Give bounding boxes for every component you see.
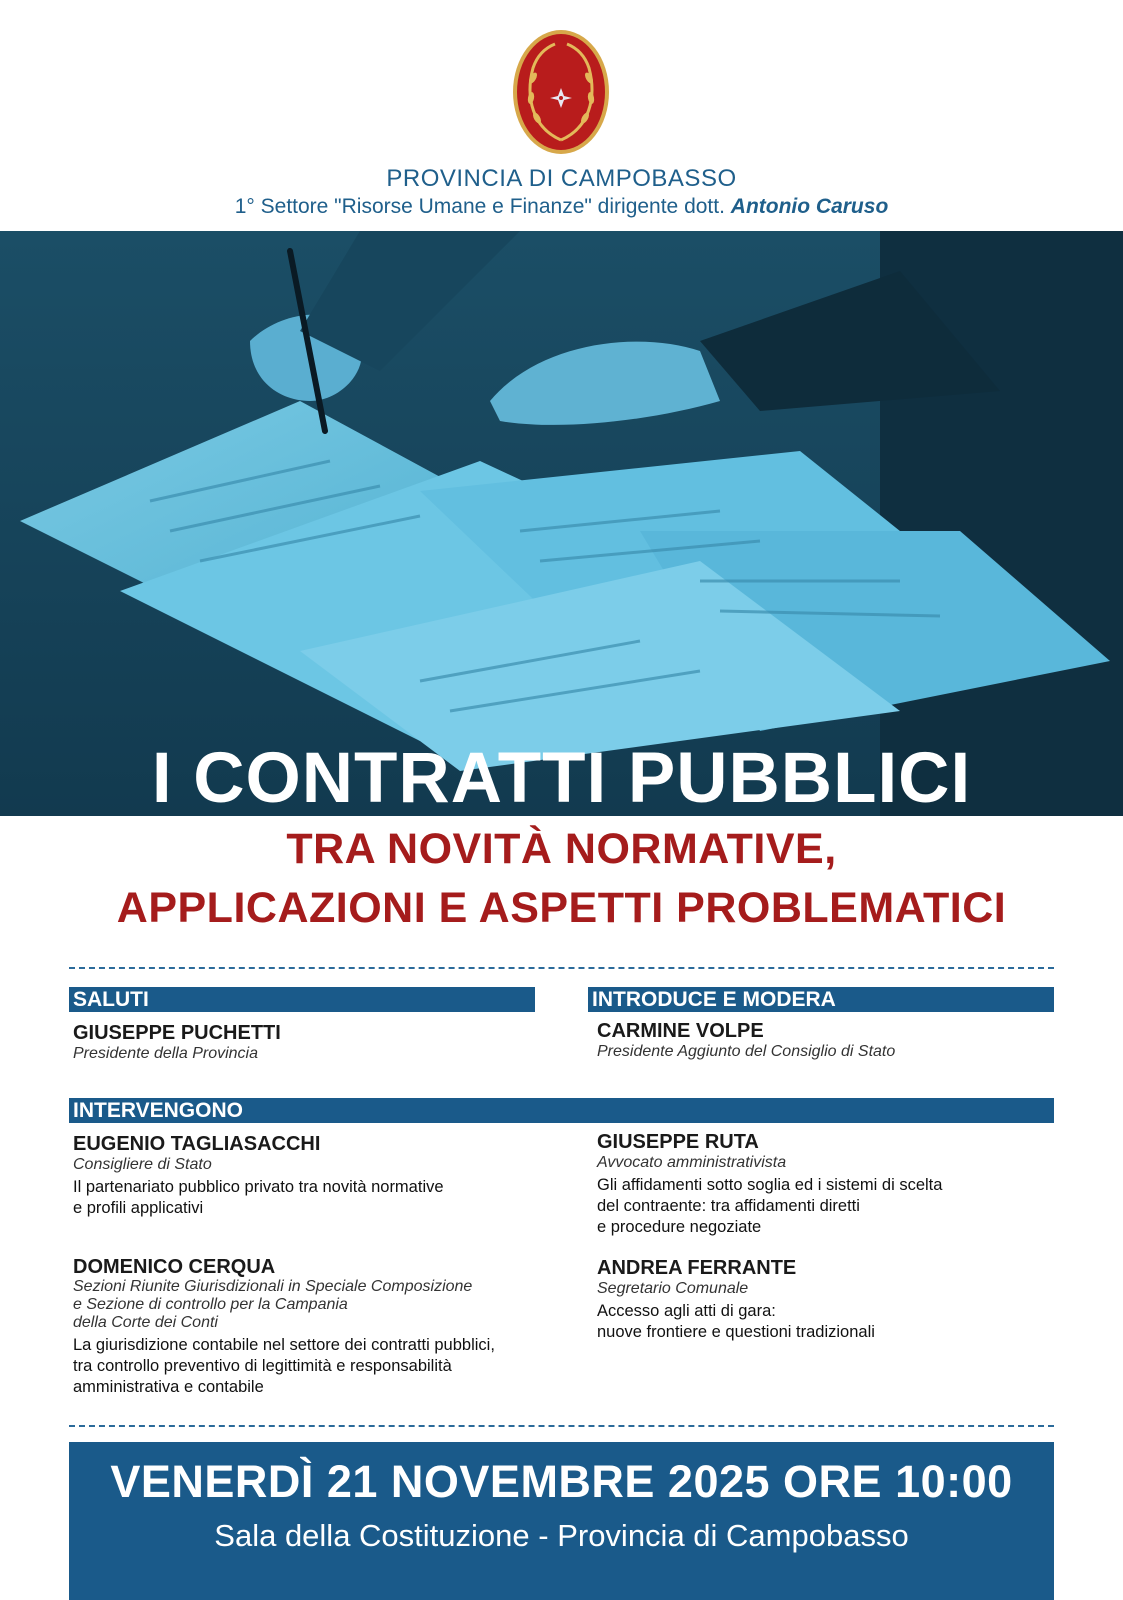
event-subtitle-line2: APPLICAZIONI E ASPETTI PROBLEMATICI <box>116 884 1007 932</box>
organization-title: PROVINCIA DI CAMPOBASSO <box>386 165 737 192</box>
speaker-item <box>597 1257 1052 1343</box>
person-role: Presidente della Provincia <box>73 1045 258 1062</box>
saluti-person <box>73 1022 533 1063</box>
speaker-role: Avvocato amministrativista <box>597 1154 787 1171</box>
event-info-box <box>69 1442 1054 1600</box>
speaker-topic: Gli affidamenti sotto soglia ed i sistemi di scelta del contraente: tra affidamenti diretti e procedure negoziate <box>597 1176 943 1236</box>
divider-bottom <box>69 1425 1054 1427</box>
speaker-topic: La giurisdizione contabile nel settore dei contratti pubblici, tra controllo preventivo di legittimità e responsabilità amministrativa e contabile <box>73 1336 495 1396</box>
speaker-name: DOMENICO CERQUA <box>73 1256 276 1278</box>
speaker-item <box>73 1133 573 1219</box>
hero-photo <box>0 231 1123 816</box>
speaker-topic: Accesso agli atti di gara: nuove frontiere e questioni tradizionali <box>597 1302 875 1341</box>
speaker-role: Sezioni Riunite Giurisdizionali in Speciale Composizione e Sezione di controllo per la Campania della Corte dei Conti <box>73 1278 473 1331</box>
speaker-name: ANDREA FERRANTE <box>597 1257 797 1279</box>
moderator-person <box>597 1020 1052 1061</box>
person-name: GIUSEPPE PUCHETTI <box>73 1022 281 1044</box>
speaker-topic: Il partenariato pubblico privato tra novità normative e profili applicativi <box>73 1178 444 1217</box>
organization-sector <box>0 195 1123 219</box>
event-title: I CONTRATTI PUBBLICI <box>151 739 972 818</box>
section-header-saluti: SALUTI <box>69 987 535 1012</box>
section-header-intervengono: INTERVENGONO <box>69 1098 1054 1123</box>
event-venue: Sala della Costituzione - Provincia di Campobasso <box>214 1518 909 1553</box>
event-subtitle-line1: TRA NOVITÀ NORMATIVE, <box>286 825 837 873</box>
speaker-role: Segretario Comunale <box>597 1280 749 1297</box>
speaker-item <box>73 1256 573 1398</box>
speaker-role: Consigliere di Stato <box>73 1156 212 1173</box>
person-name: CARMINE VOLPE <box>597 1020 764 1042</box>
province-coat-of-arms-icon <box>511 28 611 156</box>
manager-name: Antonio Caruso <box>730 195 889 218</box>
divider-top <box>69 967 1054 969</box>
speaker-name: GIUSEPPE RUTA <box>597 1131 759 1153</box>
speaker-name: EUGENIO TAGLIASACCHI <box>73 1133 321 1155</box>
person-role: Presidente Aggiunto del Consiglio di Stato <box>597 1043 896 1060</box>
sector-text: 1° Settore "Risorse Umane e Finanze" dirigente dott. <box>234 195 731 218</box>
speaker-item <box>597 1131 1052 1238</box>
event-date: VENERDÌ 21 NOVEMBRE 2025 ORE 10:00 <box>110 1456 1013 1507</box>
section-header-introduce: INTRODUCE E MODERA <box>588 987 1054 1012</box>
